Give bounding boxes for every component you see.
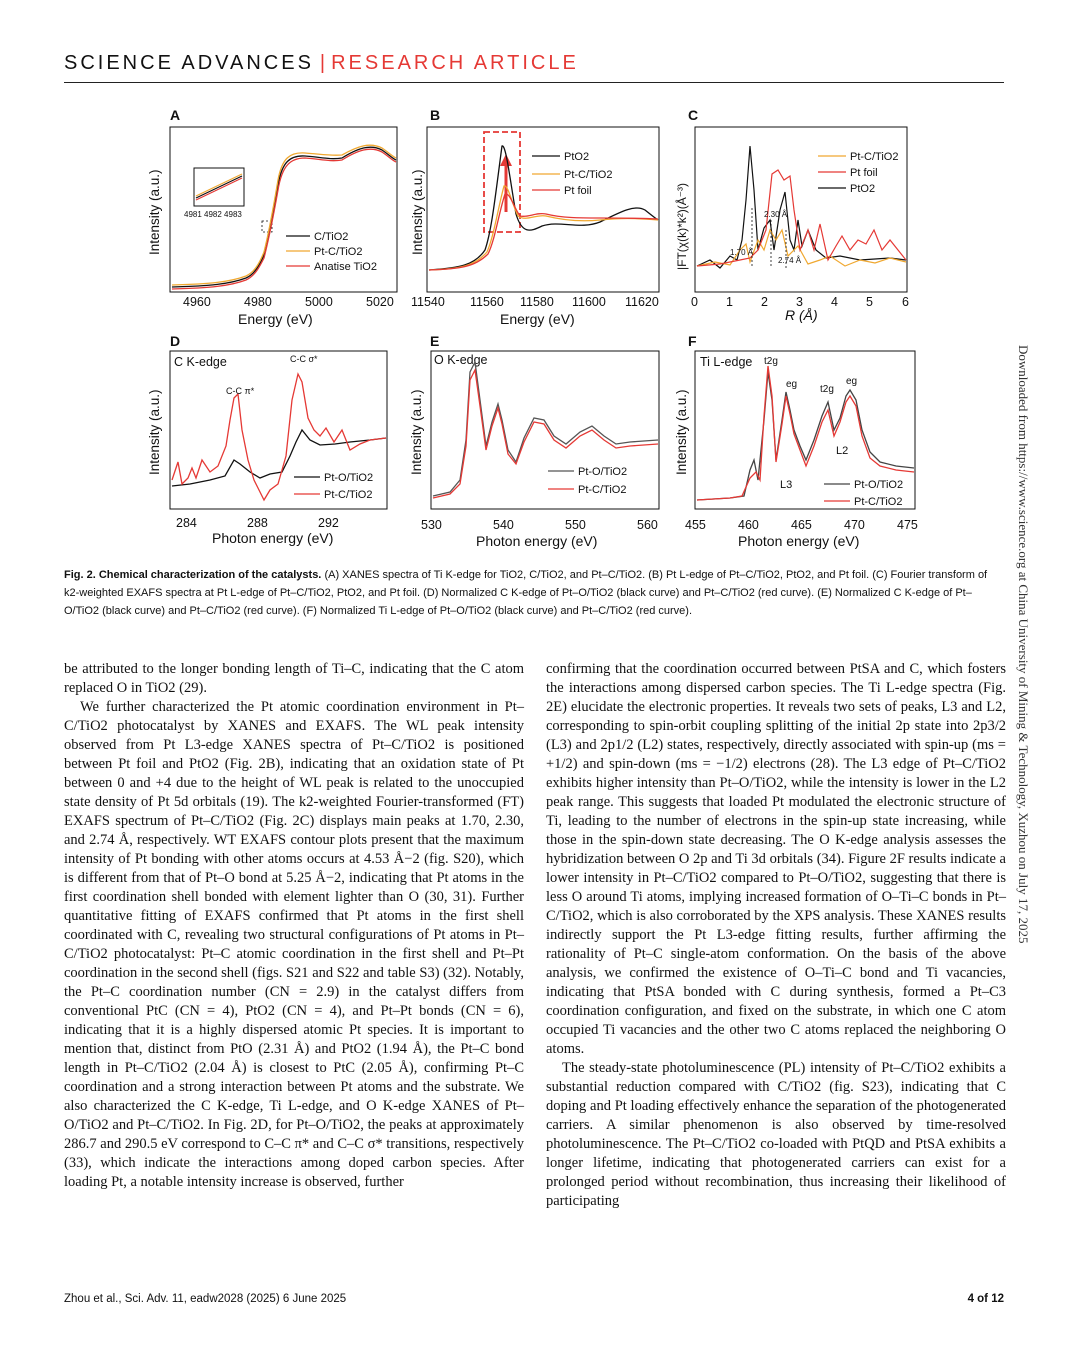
figure-2 <box>130 100 950 560</box>
panel-d-ylabel: Intensity (a.u.) <box>147 389 162 475</box>
panel-c-curve-pto2 <box>697 146 906 268</box>
figure-caption <box>64 566 1004 620</box>
panel-c-xlabel: R (Å) <box>785 307 818 323</box>
panel-f-annotation-5: L3 <box>780 479 793 491</box>
panel-c-ylabel: |FT(χ(k)*k²)(Å⁻³) <box>675 182 689 270</box>
legend-f-label-2: Pt-C/TiO2 <box>854 496 903 508</box>
panel-c-xtick-3: 2 <box>761 295 768 309</box>
legend-a-label-2: Pt-C/TiO2 <box>314 246 363 258</box>
panel-c-xtick-5: 4 <box>831 295 838 309</box>
panel-e-xtick-4: 560 <box>637 518 658 532</box>
panel-d-title: C K-edge <box>174 355 227 369</box>
panel-f-xtick-5: 475 <box>897 518 918 532</box>
paragraph: be attributed to the longer bonding length of Ti–C, indicating that the C atom replaced O in TiO2 (29). <box>64 661 524 696</box>
body-column-left <box>64 660 524 1192</box>
panel-letter-e: E <box>430 333 440 349</box>
panel-e-xtick-2: 540 <box>493 518 514 532</box>
panel-f-annotation-6: L2 <box>836 445 849 457</box>
legend-b-label-1: PtO2 <box>564 151 590 163</box>
legend-e-label-1: Pt-O/TiO2 <box>578 466 628 478</box>
panel-letter-a: A <box>170 107 181 123</box>
article-type: RESEARCH ARTICLE <box>331 52 579 74</box>
panel-f-ylabel: Intensity (a.u.) <box>674 389 689 475</box>
legend-d-label-2: Pt-C/TiO2 <box>324 489 373 501</box>
panel-a-xtick-3: 5000 <box>305 295 333 309</box>
panel-b-xtick-2: 11560 <box>470 295 504 309</box>
panel-f-xtick-4: 470 <box>844 518 865 532</box>
figure-svg <box>130 100 950 560</box>
panel-f-xtick-2: 460 <box>738 518 759 532</box>
panel-f-title: Ti L-edge <box>700 355 753 369</box>
citation: Zhou et al., Sci. Adv. 11, eadw2028 (2025) 6 June 2025 <box>64 1293 347 1305</box>
panel-f-xtick-1: 455 <box>685 518 706 532</box>
panel-d-xtick-2: 288 <box>247 516 268 530</box>
legend-c-label-2: Pt foil <box>850 167 878 179</box>
panel-e-xtick-3: 550 <box>565 518 586 532</box>
panel-a-inset-orange-line <box>196 174 242 196</box>
panel-f-xtick-3: 465 <box>791 518 812 532</box>
header-separator: | <box>319 52 326 74</box>
panel-d-annotation-1: C-C π* <box>226 386 255 396</box>
panel-d-annotation-2: C-C σ* <box>290 354 318 364</box>
panel-d-xtick-3: 292 <box>318 516 339 530</box>
legend-a-label-1: C/TiO2 <box>314 231 349 243</box>
legend-e-label-2: Pt-C/TiO2 <box>578 484 627 496</box>
download-notice <box>1013 345 1033 1015</box>
legend-d-label-1: Pt-O/TiO2 <box>324 472 374 484</box>
panel-c-annotation-2: 2.30 Å <box>764 210 788 219</box>
panel-a-ylabel: Intensity (a.u.) <box>147 169 162 255</box>
legend-b-label-2: Pt-C/TiO2 <box>564 169 613 181</box>
panel-b-curve-pto2 <box>429 146 658 270</box>
paragraph: We further characterized the Pt atomic coordination environment in Pt–C/TiO2 photocatalyst by XANES and EXAFS. The WL peak intensity observed from Pt L3-edge XANES spectra of Pt–C/TiO2 is positioned between Pt foil and PtO2 (Fig. 2B), indicating that an oxidation state of Pt between 0 and +4 due to the height of WL peak is related to the unoccupied state density of Pt 5d orbitals (19). The k2-weighted Fourier-transformed (FT) EXAFS spectrum of Pt–C/TiO2 (Fig. 2C) displays main peaks at 1.70, 2.30, and 2.74 Å, respectively. WT EXAFS contour plots present that the maximum intensity of Pt bonding with other atoms occurs at 4.53 Å−2 (fig. S20), which is different from that of Pt–O bond at 5.25 Å−2, indicating that Pt atoms in the first coordination shell bonded with element lighter than O (30, 31). Further quantitative fitting of EXAFS confirmed that Pt atoms in the first shell coordinated with C, revealing two structural configurations of Pt atoms in Pt–C/TiO2 photocatalyst: Pt–C atomic coordination in the first shell and Pt–Pt coordination in the second shell (figs. S21 and S22 and table S3) (32). Notably, the Pt–C coordination number (CN = 2.9) in the catalyst differs from conventional PtC (CN = 4), PtO2 (CN = 4), and Pt–Pt bonds (CN = 6), indicating that it is a highly dispersed atomic Pt species. It is important to mention that, distinct from PtO (2.31 Å) and PtO2 (1.94 Å), the Pt–C bond length in Pt–C/TiO2 (2.04 Å) is closest to PtC (2.05 Å), confirming Pt–C coordination and a strong interaction between Pt atoms and the substrate. We also characterized the C K-edge, Ti L-edge, and O K-edge XANES of Pt–O/TiO2 and Pt–C/TiO2. In Fig. 2D, for Pt–O/TiO2, the peaks at approximately 286.7 and 290.5 eV correspond to C–C π* and C–C σ* transitions, respectively (33), which indicate the interactions among doped carbon species. After loading Pt, a notable intensity increase is observed, further <box>64 699 524 1190</box>
panel-e-curve-ptctio2 <box>433 370 658 498</box>
panel-c-xtick-2: 1 <box>726 295 733 309</box>
panel-a-xtick-1: 4960 <box>183 295 211 309</box>
panel-b-xtick-5: 11620 <box>625 295 659 309</box>
panel-b-ylabel: Intensity (a.u.) <box>410 169 425 255</box>
page-number: 4 of 12 <box>967 1293 1004 1305</box>
download-notice-text: Downloaded from https://www.science.org at China University of Mining & Technology, Xuzhou on July 17, 2025 <box>1016 345 1031 944</box>
panel-f-annotation-3: t2g <box>820 384 834 395</box>
legend-c-label-1: Pt-C/TiO2 <box>850 151 899 163</box>
panel-c-annotation-1: 1.70 Å <box>730 248 754 257</box>
paragraph: confirming that the coordination occurred between PtSA and C, which fosters the interactions among dispersed carbon species. The Ti L-edge spectra (Fig. 2E) elucidate the electronic properties. It reveals two sets of peaks, L3 and L2, corresponding to spin-orbit coupling splitting of the initial 2p state into 2p3/2 (L3) and 2p1/2 (L2) states, respectively, directly associated with spin-up (ms = +1/2) and spin-down (ms = −1/2) electrons (28). The L3 edge of Pt–C/TiO2 exhibits higher intensity than Pt–O/TiO2, while the intensity is lower in the L2 peak range. This suggests that loaded Pt modulated the electronic structure of Ti, leading to the number of electrons in the spin-up state increasing, while those in the spin-down state decreasing. The O K-edge analysis assesses the hybridization between O 2p and Ti 3d orbitals (34). Figure 2F results indicate a lower intensity in Pt–C/TiO2 compared to Pt–O/TiO2, suggesting that there is less O around Ti atoms, implying increased formation of O–Ti–C bonds in Pt–C/TiO2, which is also corroborated by the XPS analysis. These XANES results indirectly support the Pt L3-edge fitting results, further affirming the rationality of Pt–C single-atom conformation. On the basis of the above analysis, we confirmed the existence of O–Ti–C bond and Ti vacancies, indicating that PtSA bonded with C during synthesis, formed a Pt–C3 coordination configuration, and fixed on the substrate, in which one C atom occupied Ti vacancies and the other two C atoms replaced the neighboring O atoms. <box>546 661 1006 1057</box>
legend-f-label-1: Pt-O/TiO2 <box>854 479 904 491</box>
panel-a-xtick-4: 5020 <box>366 295 394 309</box>
panel-a-inset-black-line <box>196 176 242 198</box>
panel-c-xtick-1: 0 <box>691 295 698 309</box>
panel-c-xtick-6: 5 <box>866 295 873 309</box>
panel-e-title: O K-edge <box>434 353 488 367</box>
panel-c-xtick-7: 6 <box>902 295 909 309</box>
panel-letter-c: C <box>688 107 699 123</box>
panel-a-xtick-2: 4980 <box>244 295 272 309</box>
panel-b-curve-ptctio2 <box>429 186 658 270</box>
panel-f-xlabel: Photon energy (eV) <box>738 533 860 549</box>
header-rule <box>64 82 1004 83</box>
panel-a-inset-ticks: 4981 4982 4983 <box>184 210 242 219</box>
body-column-right <box>546 660 1006 1211</box>
panel-c-annotation-3: 2.74 Å <box>778 256 802 265</box>
panel-a-inset-red-line <box>196 178 242 200</box>
panel-c-xtick-4: 3 <box>796 295 803 309</box>
panel-e-ylabel: Intensity (a.u.) <box>409 389 424 475</box>
panel-b-xtick-3: 11580 <box>520 295 554 309</box>
page-header <box>64 52 1004 82</box>
panel-b-curve-ptfoil <box>429 194 658 270</box>
panel-letter-b: B <box>430 107 441 123</box>
panel-b-xlabel: Energy (eV) <box>500 311 575 327</box>
caption-label: Fig. 2. Chemical characterization of the catalysts. <box>64 569 322 581</box>
panel-d-xlabel: Photon energy (eV) <box>212 530 334 546</box>
panel-b-xtick-1: 11540 <box>411 295 445 309</box>
panel-letter-d: D <box>170 333 181 349</box>
page-footer <box>64 1293 1004 1305</box>
panel-d-xtick-1: 284 <box>176 516 197 530</box>
journal-name: SCIENCE ADVANCES <box>64 52 314 74</box>
caption-text: (A) XANES spectra of Ti K-edge for TiO2, C/TiO2, and Pt–C/TiO2. (B) Pt L-edge of Pt–C/TiO2, PtO2, and Pt foil. (C) Fourier transform of k2-weighted EXAFS spectra at Pt L-edge of Pt–C/TiO2, PtO2, and Pt foil. (D) Normalized C K-edge of Pt–O/TiO2 (black curve) and Pt–C/TiO2 (red curve). (E) Normalized C K-edge of Pt–O/TiO2 (black curve) and Pt–C/TiO2 (red curve). (F) Normalized Ti L-edge of Pt–O/TiO2 (black curve) and Pt–C/TiO2 (red curve). <box>64 569 988 617</box>
panel-b-xtick-4: 11600 <box>572 295 606 309</box>
legend-c-label-3: PtO2 <box>850 183 876 195</box>
panel-f-annotation-2: eg <box>786 379 798 390</box>
panel-a-xlabel: Energy (eV) <box>238 311 313 327</box>
panel-f-annotation-4: eg <box>846 376 858 387</box>
panel-e-xlabel: Photon energy (eV) <box>476 533 598 549</box>
paragraph: The steady-state photoluminescence (PL) intensity of Pt–C/TiO2 exhibits a substantial reduction compared with C/TiO2 (fig. S23), indicating that C doping and Pt loading effectively enhance the separation of the photogenerated carriers. A similar phenomenon is also observed by time-resolved photoluminescence. The Pt–C/TiO2 co-loaded with PtQD and PtSA exhibits a longer lifetime, indicating that photogenerated carriers can exist for a prolonged period without recombination, thus increasing their likelihood of participating <box>546 1060 1006 1209</box>
panel-letter-f: F <box>688 333 697 349</box>
legend-b-label-3: Pt foil <box>564 185 592 197</box>
panel-d-frame <box>170 351 387 509</box>
legend-a-label-3: Anatise TiO2 <box>314 261 377 273</box>
panel-e-xtick-1: 530 <box>421 518 442 532</box>
panel-f-annotation-1: t2g <box>764 356 778 367</box>
panel-c-curve-ptctio2 <box>697 230 906 266</box>
